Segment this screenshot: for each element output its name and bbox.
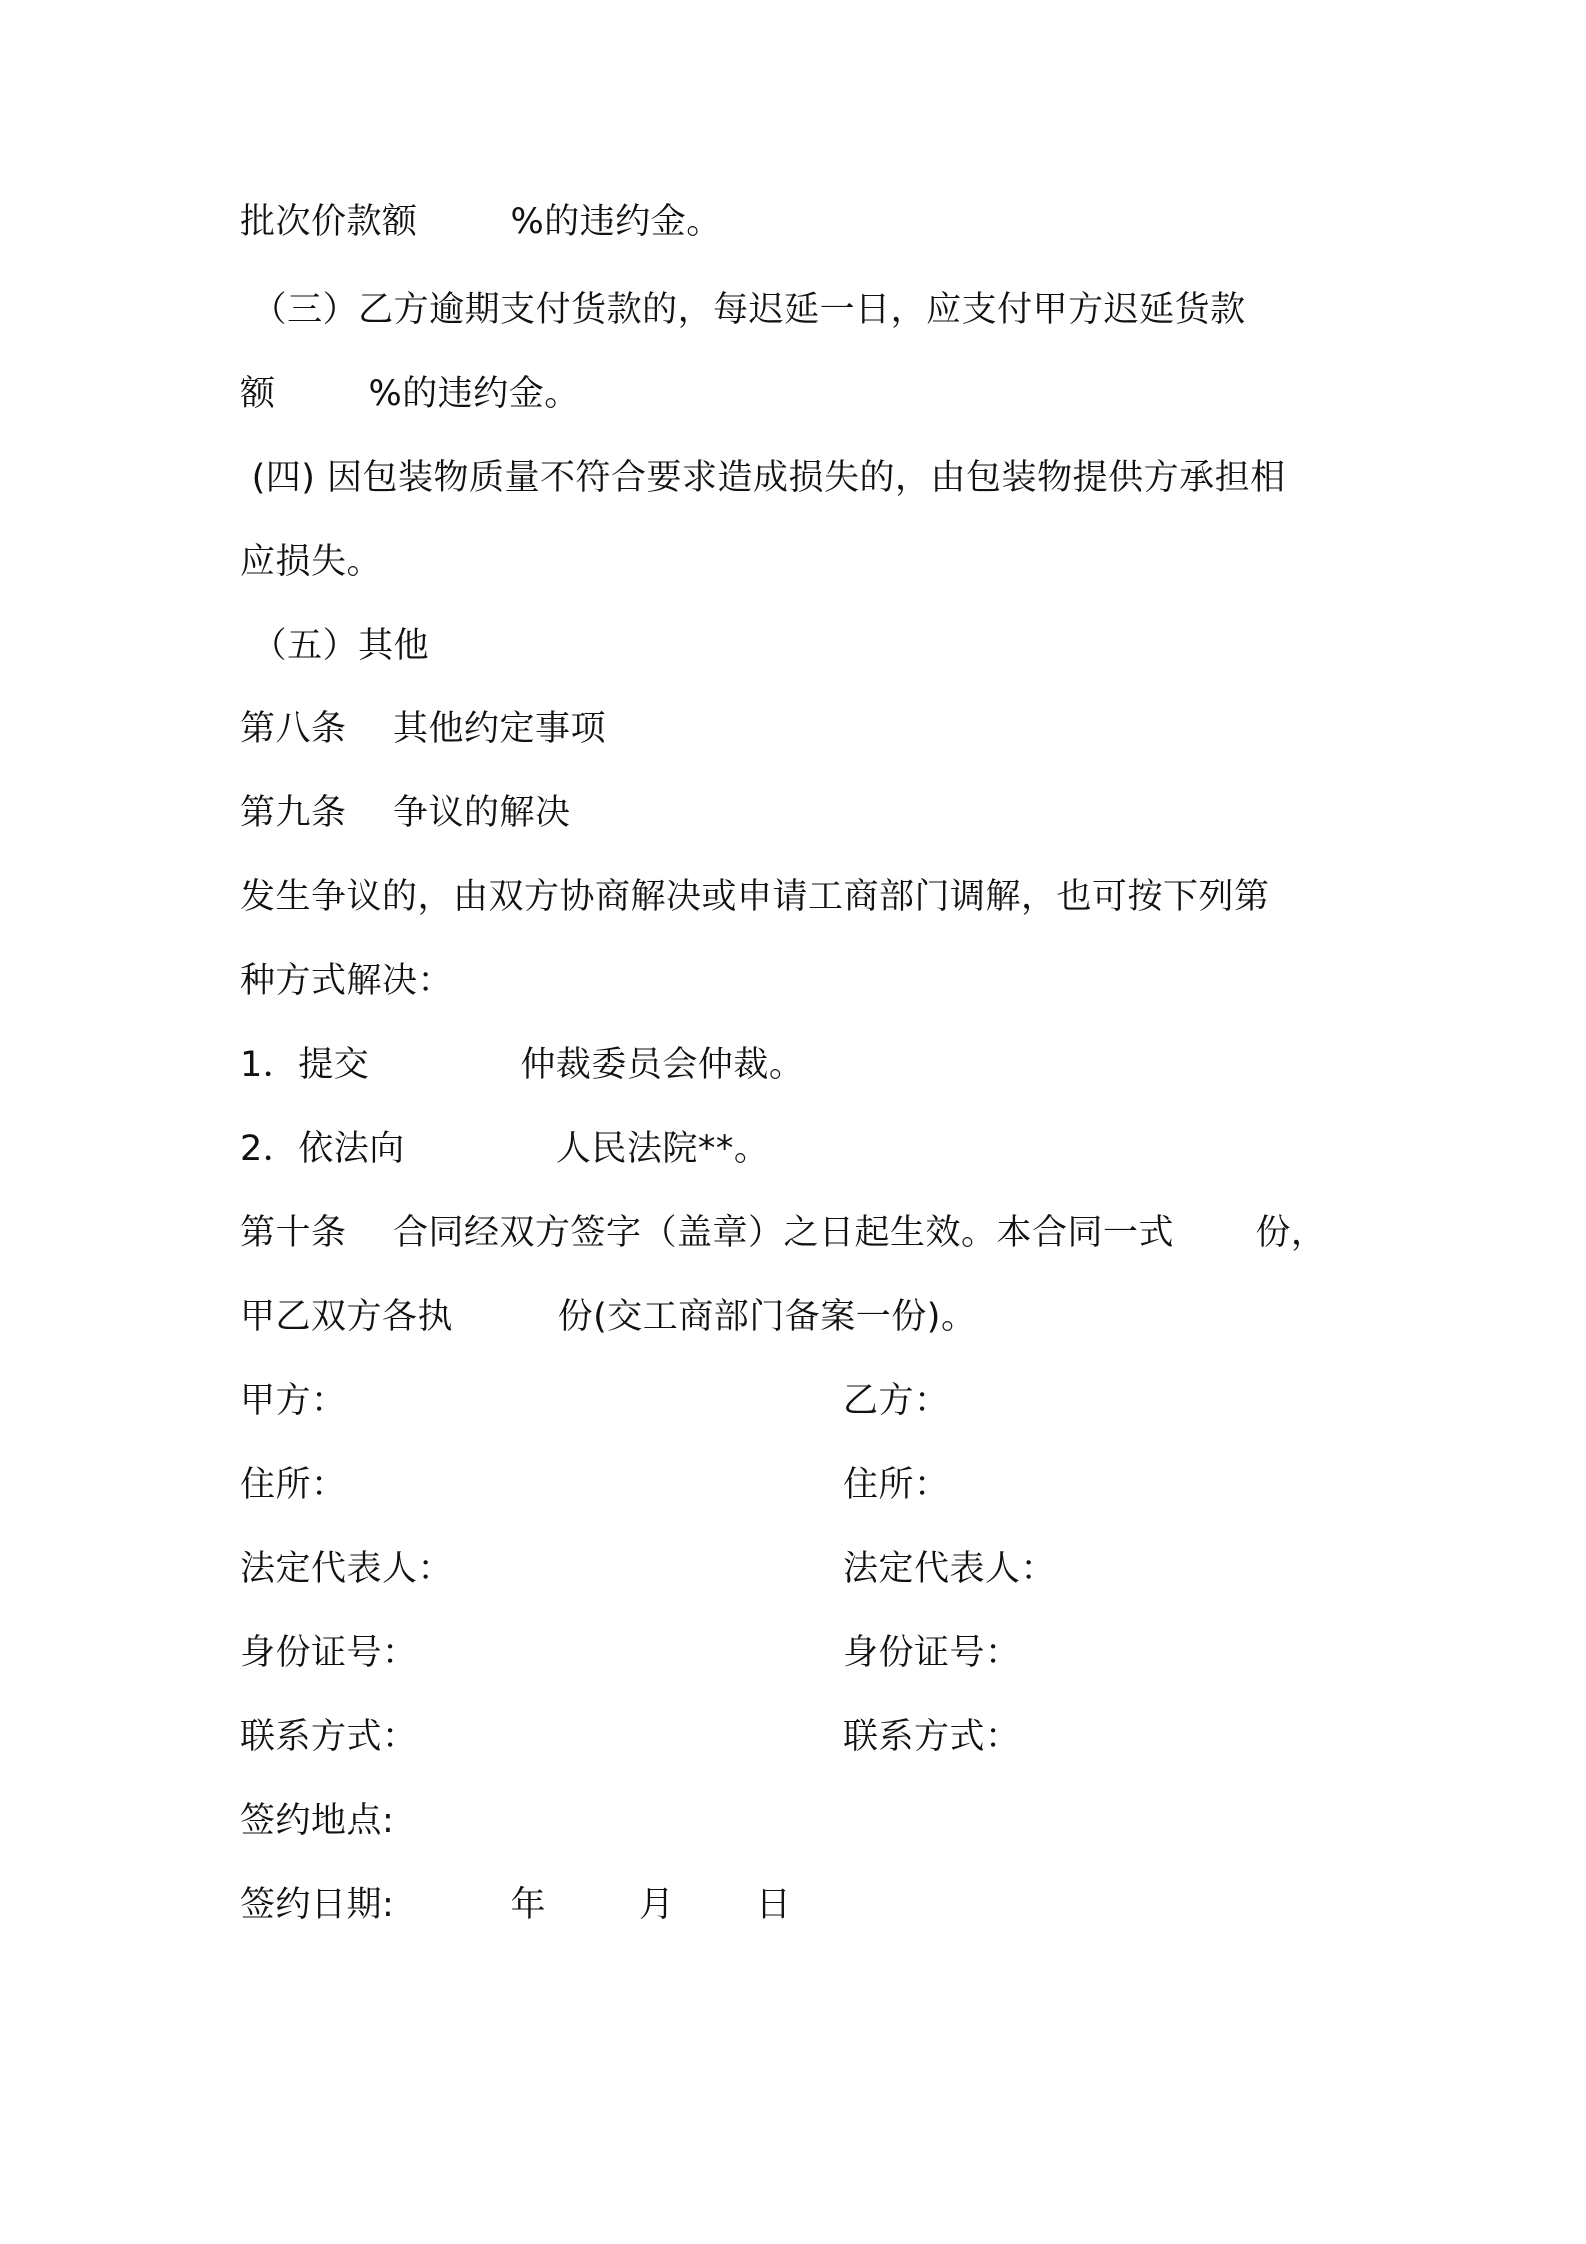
clause-4: (四) 因包装物质量不符合要求造成损失的，由包装物提供方承担相 (240, 458, 1286, 498)
party-a-representative-label: 法定代表人： (240, 1549, 454, 1589)
dispute-paragraph: 发生争议的，由双方协商解决或申请工商部门调解，也可按下列第 (240, 877, 1270, 917)
clause-4-continued: 应损失。 (240, 542, 383, 582)
clause-3: （三）乙方逾期支付货款的，每迟延一日，应支付甲方迟延货款 (240, 290, 1246, 330)
party-a-address-label: 住所： (240, 1465, 347, 1505)
clause-3-continued: 额 %的违约金。 (240, 374, 580, 414)
party-a-id-label: 身份证号： (240, 1633, 418, 1673)
party-b-label: 乙方： (843, 1381, 950, 1421)
party-b-id-label: 身份证号： (843, 1633, 1021, 1673)
article-10-continued: 甲乙双方各执 份(交工商部门备案一份)。 (240, 1297, 977, 1337)
party-b-contact-label: 联系方式： (843, 1717, 1021, 1757)
article-9-heading: 第九条 争议的解决 (240, 793, 571, 833)
dispute-paragraph-continued: 种方式解决： (240, 961, 454, 1001)
option-arbitration: 1．提交 仲裁委员会仲裁。 (240, 1045, 805, 1085)
clause-5: （五）其他 (240, 626, 430, 666)
sign-place-label: 签约地点: (240, 1801, 395, 1841)
party-a-contact-label: 联系方式： (240, 1717, 418, 1757)
paragraph-1: 批次价款额 %的违约金。 (240, 202, 722, 242)
option-court: 2．依法向 人民法院**。 (240, 1129, 770, 1169)
party-a-label: 甲方： (240, 1381, 347, 1421)
party-b-address-label: 住所： (843, 1465, 950, 1505)
party-b-representative-label: 法定代表人： (843, 1549, 1057, 1589)
article-8-heading: 第八条 其他约定事项 (240, 709, 607, 749)
sign-date-label: 签约日期: 年 月 日 (240, 1885, 792, 1925)
article-10: 第十条 合同经双方签字（盖章）之日起生效。本合同一式 份， (240, 1213, 1327, 1253)
